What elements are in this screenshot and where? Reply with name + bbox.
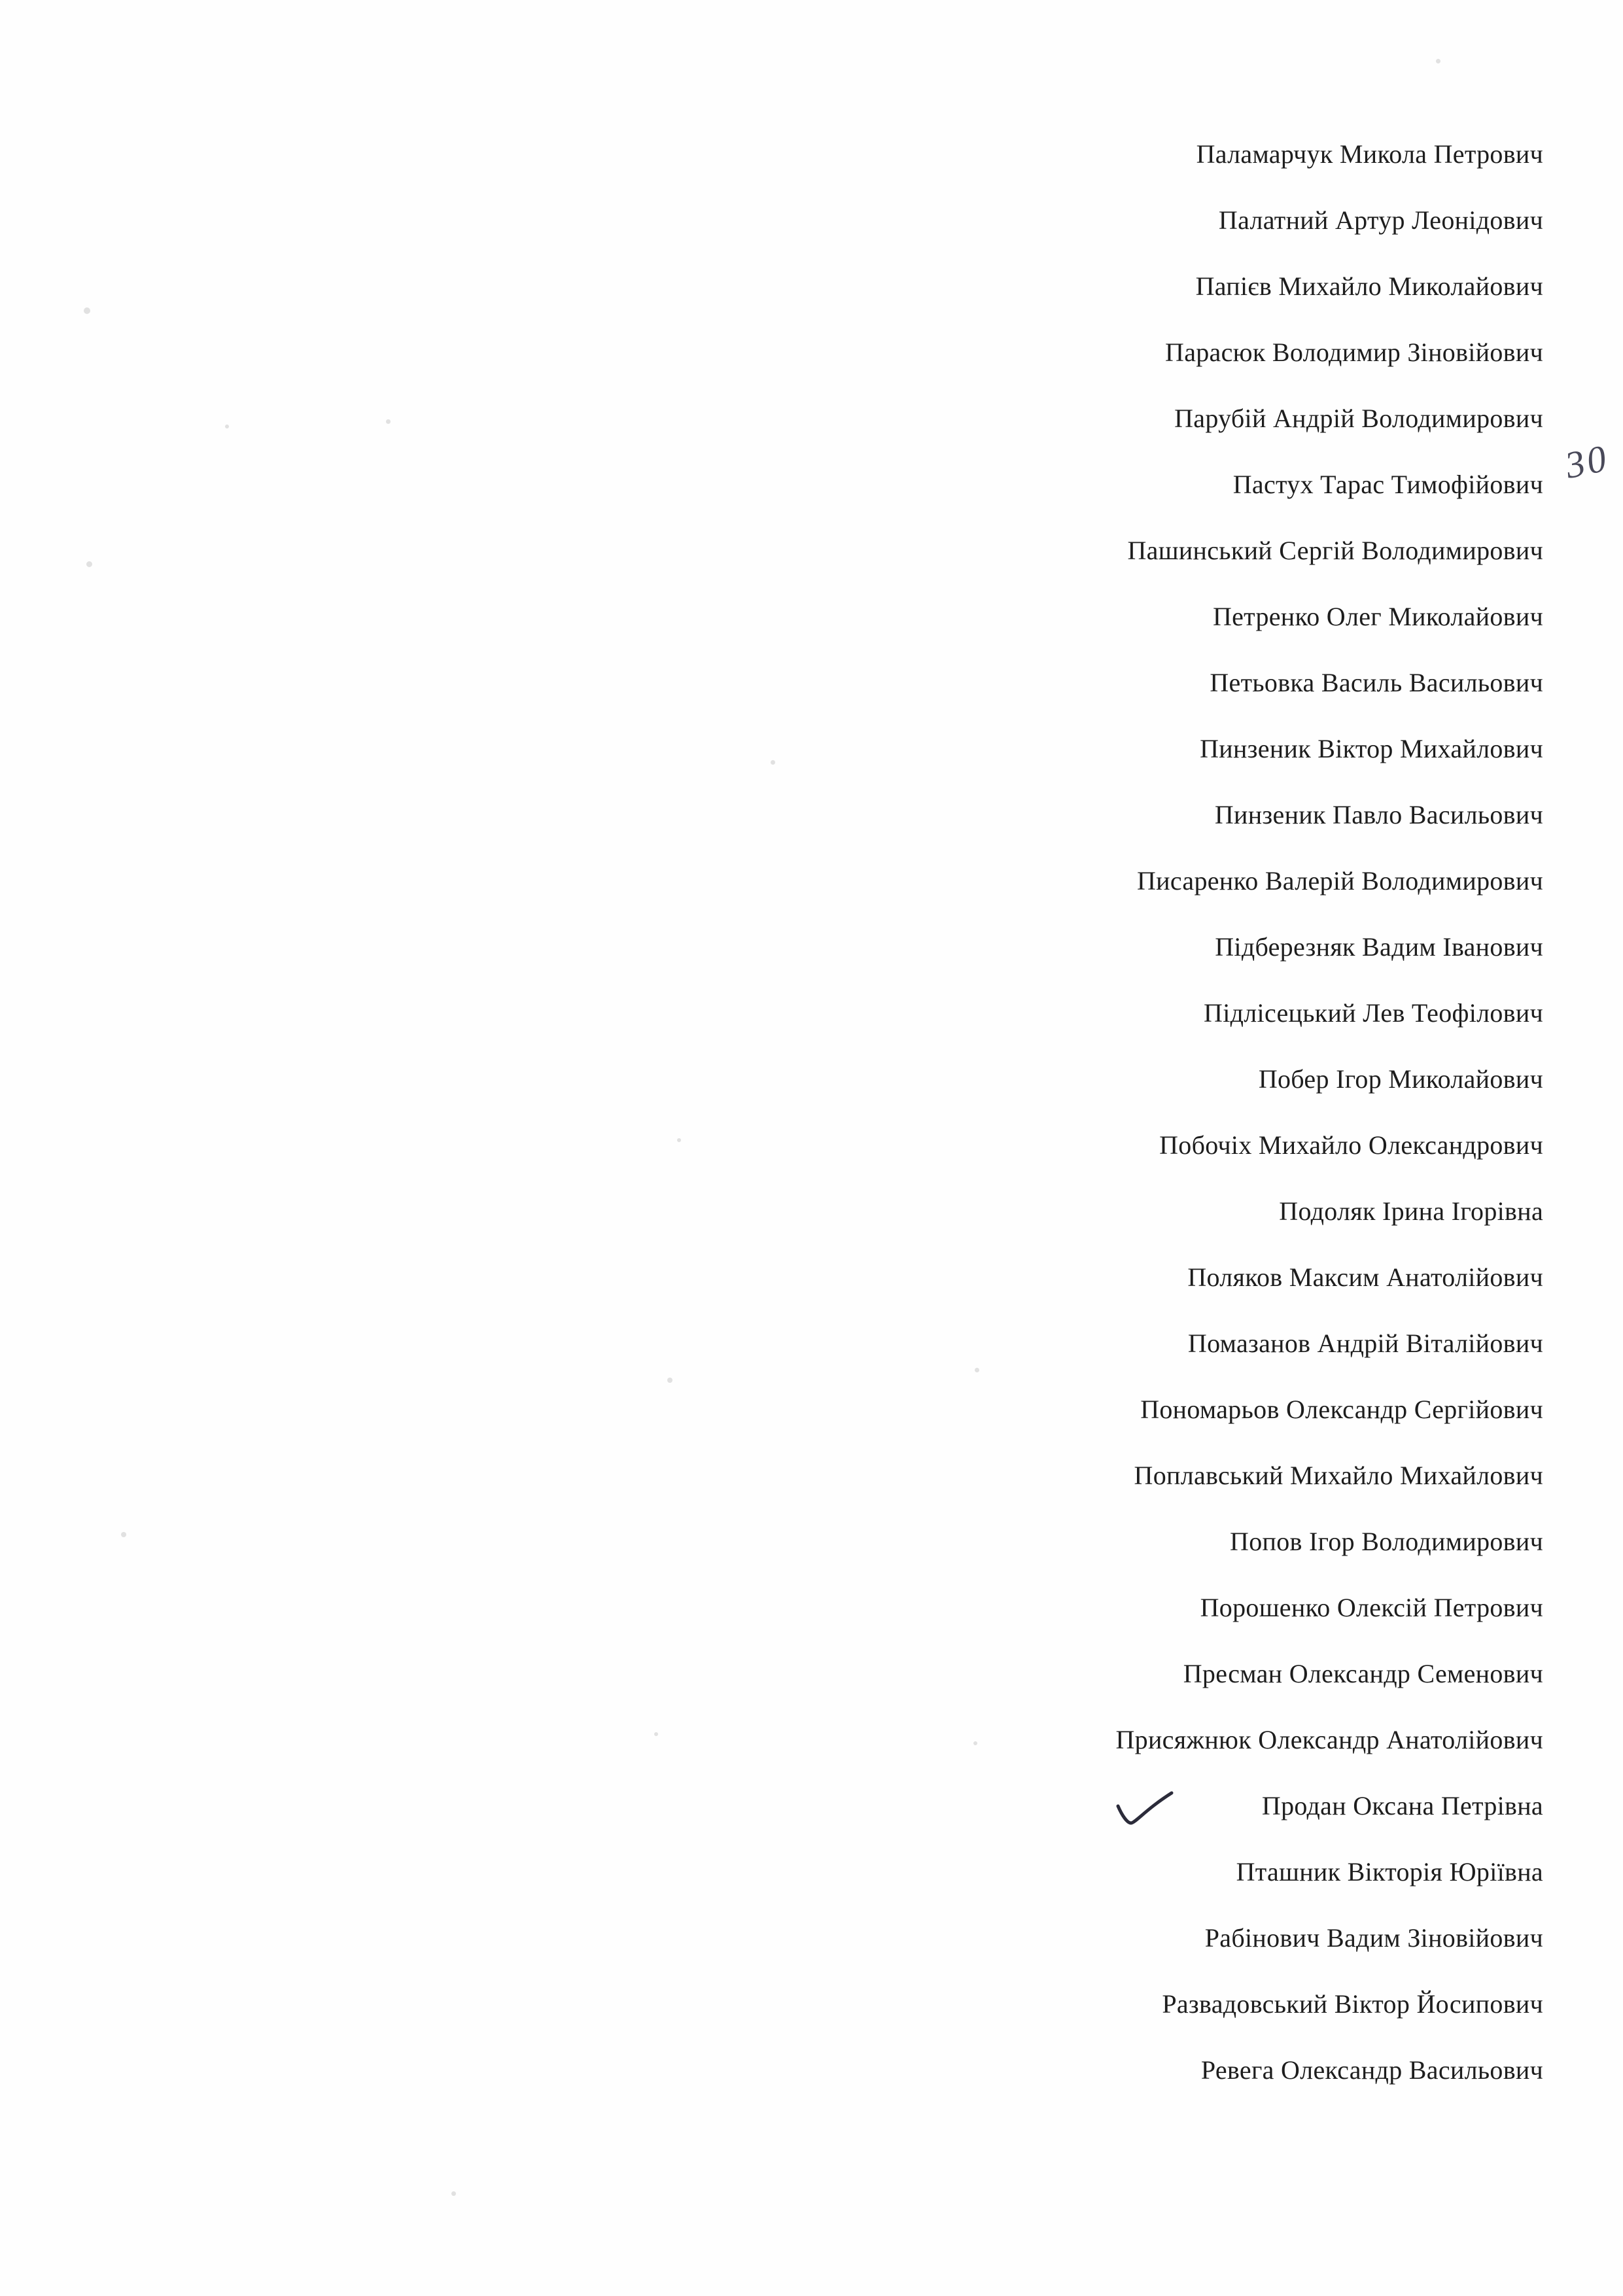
paper-speck — [86, 561, 92, 567]
list-item: Пташник Вікторія Юріївна — [1236, 1857, 1543, 1887]
paper-speck — [121, 1532, 126, 1537]
list-item: Рабінович Вадим Зіновійович — [1204, 1923, 1543, 1953]
paper-speck — [451, 2191, 456, 2196]
paper-speck — [667, 1378, 672, 1383]
list-item: Пашинський Сергій Володимирович — [1127, 536, 1543, 565]
list-item: Петренко Олег Миколайович — [1212, 602, 1543, 631]
list-item: Парубій Андрій Володимирович — [1174, 404, 1543, 433]
list-item: Палатний Артур Леонідович — [1218, 205, 1543, 235]
list-item: Пресман Олександр Семенович — [1183, 1659, 1543, 1688]
list-item: Підберезняк Вадим Іванович — [1215, 932, 1543, 962]
list-item: Писаренко Валерій Володимирович — [1136, 866, 1543, 896]
list-item: Присяжнюк Олександр Анатолійович — [1115, 1725, 1543, 1754]
list-item: Развадовський Віктор Йосипович — [1162, 1989, 1543, 2019]
list-item: Подоляк Ірина Ігорівна — [1279, 1196, 1543, 1226]
list-item: Ревега Олександр Васильович — [1200, 2055, 1543, 2085]
list-item: Папієв Михайло Миколайович — [1195, 271, 1543, 301]
handwritten-page-number: 30 — [1561, 436, 1613, 487]
paper-speck — [386, 419, 391, 424]
list-item: Порошенко Олексій Петрович — [1200, 1593, 1543, 1622]
paper-speck — [84, 307, 90, 314]
list-item: Поляков Максим Анатолійович — [1187, 1262, 1543, 1292]
list-item: Пономарьов Олександр Сергійович — [1140, 1395, 1543, 1424]
list-item: Продан Оксана Петрівна — [1261, 1791, 1543, 1820]
deputy-name-list — [693, 121, 1543, 2103]
paper-speck — [677, 1138, 681, 1142]
paper-speck — [1436, 59, 1440, 63]
list-item: Паламарчук Микола Петрович — [1196, 139, 1543, 169]
list-item: Пинзеник Павло Васильович — [1214, 800, 1543, 829]
list-item: Помазанов Андрій Віталійович — [1187, 1329, 1543, 1358]
list-item: Парасюк Володимир Зіновійович — [1165, 338, 1543, 367]
list-item: Побер Ігор Миколайович — [1258, 1064, 1543, 1094]
list-item: Поплавський Михайло Михайлович — [1134, 1461, 1543, 1490]
list-item: Попов Ігор Володимирович — [1230, 1527, 1543, 1556]
list-item: Петьовка Василь Васильович — [1210, 668, 1543, 697]
list-item: Побочіх Михайло Олександрович — [1159, 1130, 1543, 1160]
paper-speck — [654, 1732, 658, 1736]
paper-speck — [225, 425, 229, 428]
list-item: Пастух Тарас Тимофійович — [1232, 470, 1543, 499]
list-item: Підлісецький Лев Теофілович — [1204, 998, 1543, 1028]
list-item: Пинзеник Віктор Михайлович — [1200, 734, 1543, 763]
